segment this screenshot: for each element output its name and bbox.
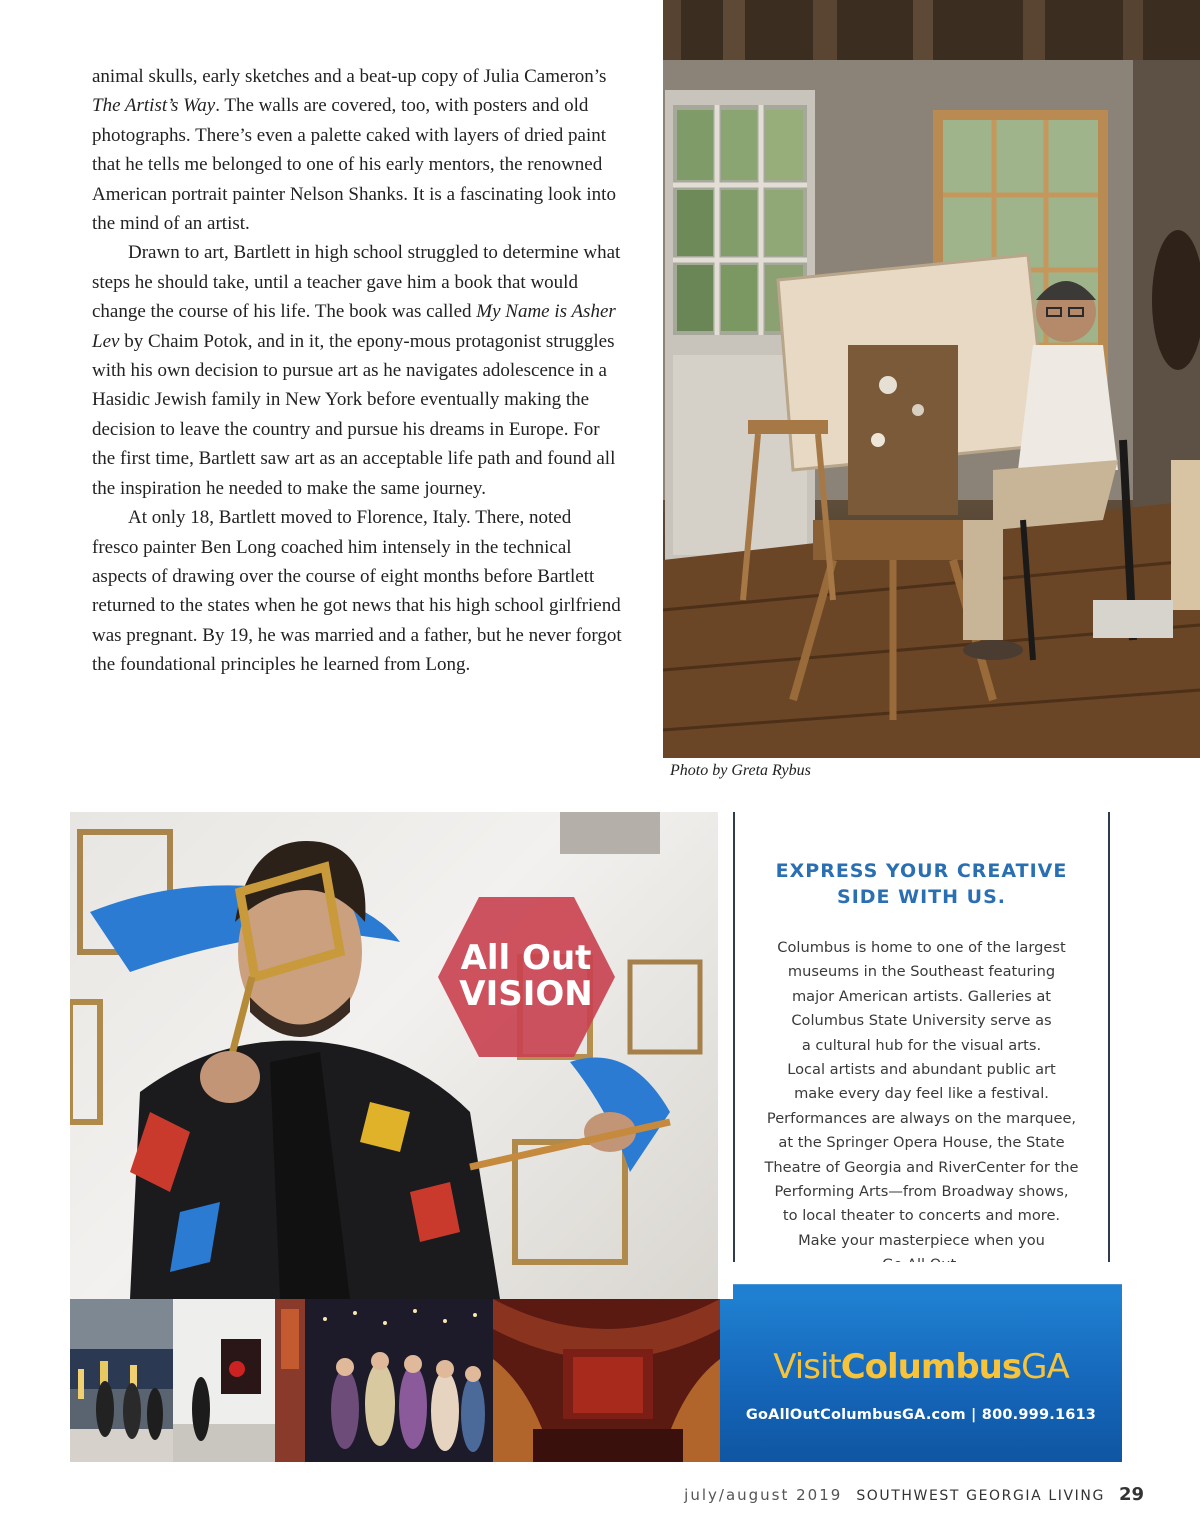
ad-body-line: to local theater to concerts and more. — [782, 1207, 1061, 1225]
opera-house-photo — [493, 1299, 720, 1462]
ad-body-line: Columbus State University serve as — [791, 1012, 1052, 1030]
ad-headline-line: EXPRESS YOUR CREATIVE — [775, 860, 1068, 882]
ad-body-line: Columbus is home to one of the largest — [777, 939, 1066, 956]
ad-contact: GoAllOutColumbusGA.com | 800.999.1613 — [745, 1407, 1097, 1423]
ad-body-line: Performing Arts—from Broadway shows, — [774, 1183, 1069, 1201]
visit-columbus-logo — [720, 1347, 1122, 1387]
article-paragraph — [92, 62, 622, 238]
issue-date: july/august 2019 — [684, 1486, 843, 1504]
page-number: 29 — [1118, 1484, 1144, 1505]
page-footer — [684, 1484, 1144, 1505]
ad-body-line: Performances are always on the marquee, — [766, 1109, 1077, 1127]
ad-body-line: at the Springer Opera House, the State — [778, 1134, 1065, 1152]
ad-body-line: a cultural hub for the visual arts. — [801, 1036, 1042, 1054]
article-body — [92, 62, 622, 680]
book-title: My Name is Asher Lev — [92, 301, 616, 352]
gallery-photo — [70, 1299, 173, 1462]
book-title: The Artist’s Way — [92, 95, 216, 117]
studio-photo — [663, 0, 1200, 758]
article-paragraph — [92, 238, 622, 503]
article-text-run: by Chaim Potok, and in it, the epony-mous protagonist struggles with his own decision to pursue art as he navigates adolescence in a Hasidic Jewish family in New York before eventually making the decision to leave the country and pursue his dreams in Europe. For the first time, Bartlett saw art as an acceptable life path and found all the inspiration he needed to make the same journey. — [92, 330, 616, 499]
logo-city-text: Columbus — [840, 1347, 1022, 1387]
ad-headline — [735, 858, 1108, 910]
ad-hero-image — [70, 812, 718, 1299]
article-text-run: Drawn to art, Bartlett in high school struggled to determine what steps he should take, until a teacher gave him a book that would change the course of his life. The book was called — [92, 242, 621, 323]
article-text-run: At only 18, Bartlett moved to Florence, Italy. There, noted fresco painter Ben Long coached him intensely in the technical aspects of drawing over the course of eight months before Bartlett returned to the states when he got news that his high school girlfriend was pregnant. By 19, he was married and a father, but he never forgot the foundational principles he learned from Long. — [92, 507, 622, 676]
ad-text-panel — [733, 812, 1110, 1299]
article-text-run: animal skulls, early sketches and a beat-up copy of Julia Cameron’s — [92, 66, 607, 87]
photo-credit: Photo by Greta Rybus — [670, 762, 811, 779]
ad-brand-bar — [720, 1299, 1122, 1462]
ad-body-copy — [735, 936, 1108, 1278]
ad-body-line: Theatre of Georgia and RiverCenter for the — [764, 1158, 1079, 1176]
ad-body-line: museums in the Southeast featuring — [787, 963, 1056, 981]
ad-body-line: major American artists. Galleries at — [791, 987, 1052, 1005]
theater-photo — [305, 1299, 493, 1462]
ad-headline-line: SIDE WITH US. — [837, 886, 1006, 908]
logo-state-text: GA — [1021, 1347, 1069, 1387]
ad-photo-strip — [70, 1299, 720, 1462]
ad-brand-tab — [733, 1262, 1122, 1302]
gallery-photo — [173, 1299, 305, 1462]
ad-badge-line2: VISION — [459, 974, 593, 1014]
magazine-name: SOUTHWEST GEORGIA LIVING — [856, 1488, 1105, 1504]
ad-badge-line1: All Out — [460, 938, 592, 978]
ad-body-line: Local artists and abundant public art — [787, 1061, 1056, 1079]
ad-body-line: Make your masterpiece when you — [798, 1231, 1045, 1249]
ad-body-line: make every day feel like a festival. — [794, 1085, 1049, 1103]
article-paragraph — [92, 503, 622, 679]
logo-visit-text: Visit — [773, 1347, 841, 1387]
article-text-run: . The walls are covered, too, with posters and old photographs. There’s even a palette caked with layers of dried paint that he tells me belonged to one of his early mentors, the renowned American portrait painter Nelson Shanks. It is a fascinating look into the mind of an artist. — [92, 95, 616, 235]
